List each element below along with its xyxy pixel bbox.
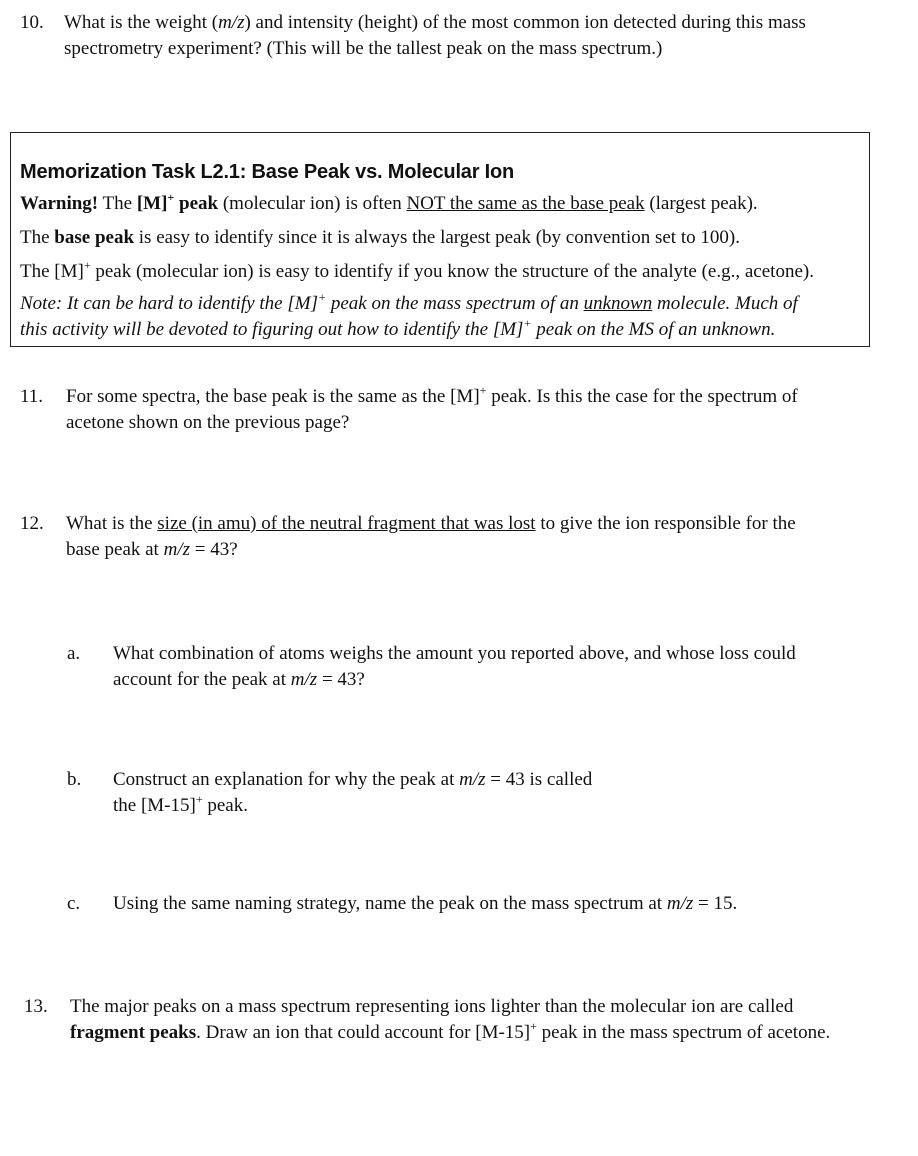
question-line: base peak at m/z = 43? [66,539,238,560]
question-line: account for the peak at m/z = 43? [113,669,365,690]
question-number: 13. [24,996,48,1017]
box-title: Memorization Task L2.1: Base Peak vs. Molecular Ion [20,161,515,183]
box-line-note-cont: this activity will be devoted to figuring out how to identify the [M]+ peak on the MS of an unknown. [20,315,776,340]
question-line: For some spectra, the base peak is the same as the [M]+ peak. Is this the case for the spectrum of [66,382,798,407]
box-line-molecular-ion: The [M]+ peak (molecular ion) is easy to identify if you know the structure of the analyte (e.g., acetone). [20,257,814,282]
question-text [66,384,798,436]
question-line: spectrometry experiment? (This will be the tallest peak on the mass spectrum.) [64,38,663,59]
question-line: The major peaks on a mass spectrum representing ions lighter than the molecular ion are called [70,996,794,1017]
question-line: acetone shown on the previous page? [66,412,350,433]
box-line-note: Note: It can be hard to identify the [M]+ peak on the mass spectrum of an unknown molecule. Much of [20,289,798,314]
question-line: What is the weight (m/z) and intensity (height) of the most common ion detected during this mass [64,12,806,33]
question-line: Using the same naming strategy, name the peak on the mass spectrum at m/z = 15. [113,893,738,914]
memorization-task-box [10,132,870,347]
question-text [66,511,796,563]
box-line-base-peak: The base peak is easy to identify since it is always the largest peak (by convention set to 100). [20,227,740,248]
question-text [113,641,796,693]
question-number: 11. [20,386,44,407]
question-line: fragment peaks. Draw an ion that could account for [M-15]+ peak in the mass spectrum of acetone. [70,1018,831,1043]
question-letter: c. [67,893,81,914]
question-line: Construct an explanation for why the peak at m/z = 43 is called [113,769,593,790]
question-line: What is the size (in amu) of the neutral fragment that was lost to give the ion responsible for the [66,513,796,534]
question-letter: a. [67,643,81,664]
question-line: the [M-15]+ peak. [113,791,248,816]
question-text [64,10,806,62]
question-number: 12. [20,513,44,534]
question-text [70,994,830,1046]
question-line: What combination of atoms weighs the amount you reported above, and whose loss could [113,643,796,664]
question-text [113,767,592,819]
question-text [113,891,737,917]
question-letter: b. [67,769,82,790]
box-line-warning: Warning! The [M]+ peak (molecular ion) is often NOT the same as the base peak (largest peak). [20,189,758,214]
question-number: 10. [20,12,44,33]
